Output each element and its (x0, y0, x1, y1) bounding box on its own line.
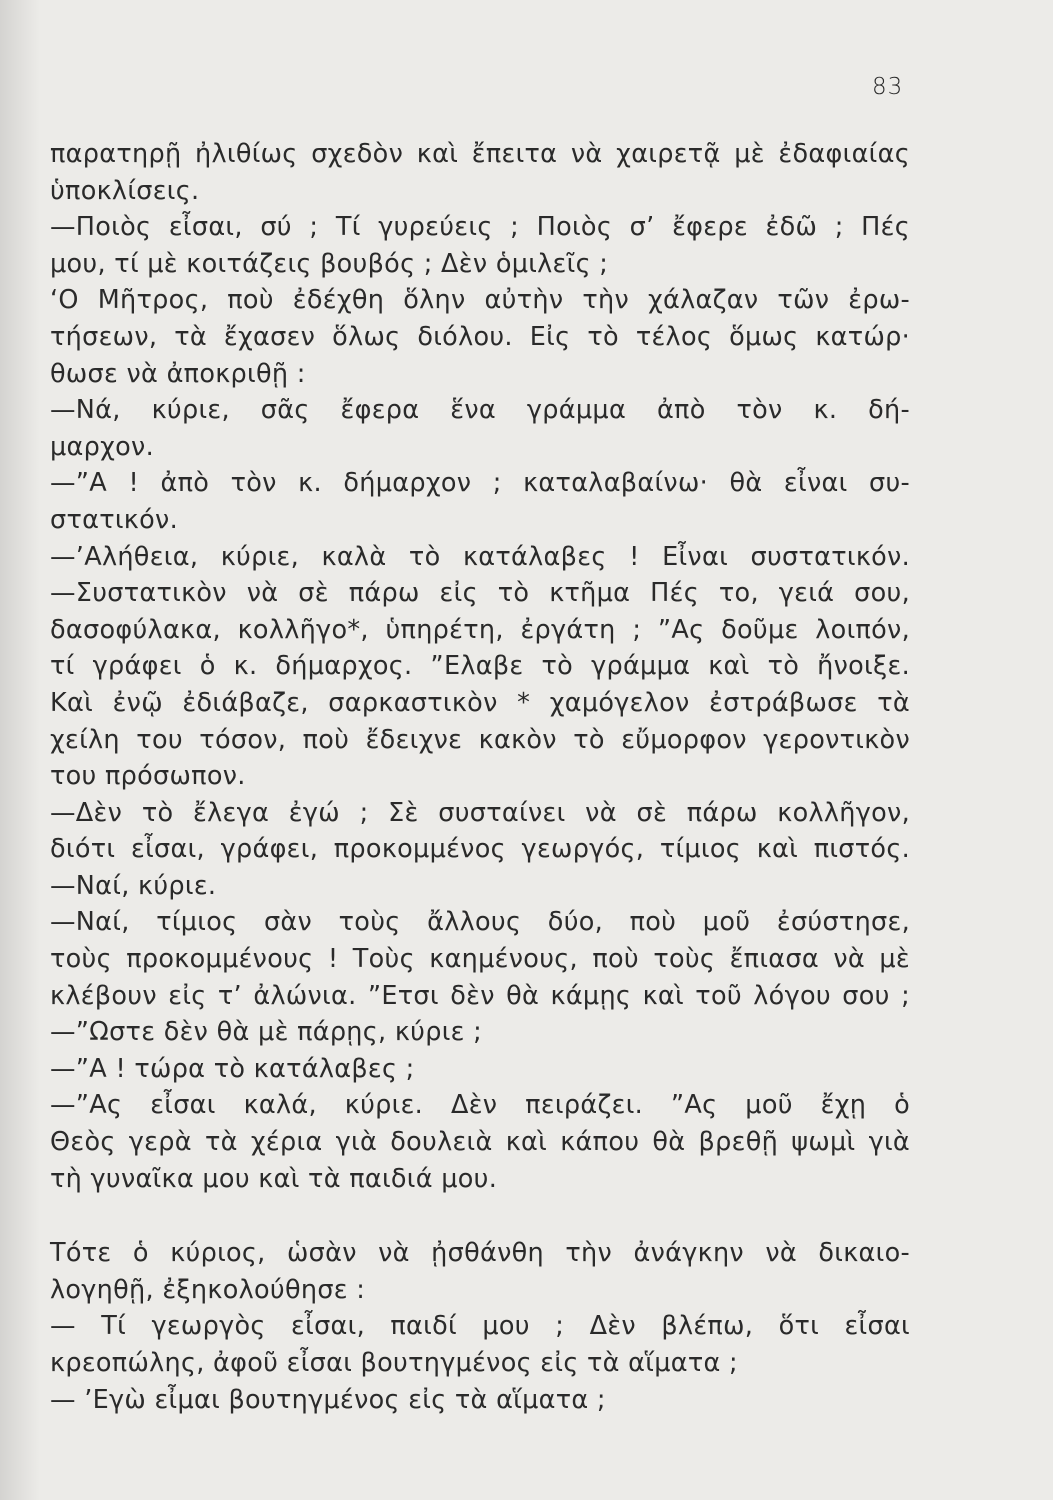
text-section-dialogue (50, 136, 910, 1197)
text-line: —Ναί, κύριε. (50, 870, 217, 901)
text-line: —”Ας εἶσαι καλά, κύριε. Δὲν πειράζει. ”Ας μοῦ ἔχῃ ὁ (50, 1090, 910, 1121)
text-line: τί γράφει ὁ κ. δήμαρχος. ”Ελαβε τὸ γράμμα καὶ τὸ ἤνοιξε. (50, 651, 910, 682)
text-line: δασοφύλακα, κολλῆγο*, ὑπηρέτη, ἐργάτη ; ”Ας δοῦμε λοιπόν, (50, 614, 910, 645)
text-line: τοὺς προκομμένους ! Τοὺς καημένους, ποὺ τοὺς ἔπιασα νὰ μὲ (50, 944, 910, 975)
text-line: κρεοπώλης, ἀφοῦ εἶσαι βουτηγμένος εἰς τὰ αἵματα ; (50, 1348, 738, 1378)
text-line: χείλη του τόσον, ποὺ ἔδειχνε κακὸν τὸ εὔμορφον γεροντικὸν (50, 724, 910, 755)
text-line: —Δὲν τὸ ἔλεγα ἐγώ ; Σὲ συσταίνει νὰ σὲ πάρω κολλῆγον, (50, 797, 910, 828)
page-edge-shadow (0, 0, 40, 1500)
text-line: —”Α ! ἀπὸ τὸν κ. δήμαρχον ; καταλαβαίνω· θὰ εἶναι συ- (50, 468, 910, 499)
section-gap (50, 1197, 910, 1235)
text-section-continuation (50, 1235, 910, 1418)
text-line: —Νά, κύριε, σᾶς ἔφερα ἕνα γράμμα ἀπὸ τὸν κ. δή- (50, 395, 910, 426)
text-line: Καὶ ἐνῷ ἐδιάβαζε, σαρκαστικὸν * χαμόγελον ἐστράβωσε τὰ (50, 687, 910, 718)
text-line: —Ποιὸς εἶσαι, σύ ; Τί γυρεύεις ; Ποιὸς σ’ ἔφερε ἐδῶ ; Πές (50, 212, 910, 243)
text-line: —Συστατικὸν νὰ σὲ πάρω εἰς τὸ κτῆμα Πές το, γειά σου, (50, 578, 910, 609)
text-line: — Τί γεωργὸς εἶσαι, παιδί μου ; Δὲν βλέπω, ὅτι εἶσαι (50, 1311, 910, 1342)
text-line: —Ναί, τίμιος σὰν τοὺς ἄλλους δύο, ποὺ μοῦ ἐσύστησε, (50, 907, 910, 938)
text-line: θωσε νὰ ἀποκριθῇ : (50, 358, 306, 389)
page-text (50, 136, 910, 1418)
text-line: διότι εἶσαι, γράφει, προκομμένος γεωργός, τίμιος καὶ πιστός. (50, 834, 910, 865)
page-number: 83 (872, 74, 904, 100)
text-line: Τότε ὁ κύριος, ὡσὰν νὰ ᾐσθάνθη τὴν ἀνάγκην νὰ δικαιο- (50, 1238, 910, 1269)
text-line: τὴ γυναῖκα μου καὶ τὰ παιδιά μου. (50, 1163, 498, 1194)
text-line: —’Αλήθεια, κύριε, καλὰ τὸ κατάλαβες ! Εἶναι συστατικόν. (50, 541, 910, 572)
text-line: —”Ωστε δὲν θὰ μὲ πάρῃς, κύριε ; (50, 1017, 483, 1048)
text-line: τήσεων, τὰ ἔχασεν ὅλως διόλου. Εἰς τὸ τέλος ὅμως κατώρ· (50, 321, 910, 352)
text-line: στατικόν. (50, 504, 178, 535)
text-line: Θεὸς γερὰ τὰ χέρια γιὰ δουλειὰ καὶ κάπου θὰ βρεθῇ ψωμὶ γιὰ (50, 1127, 910, 1158)
text-line: του πρόσωπον. (50, 761, 246, 792)
text-line: παρατηρῇ ἠλιθίως σχεδὸν καὶ ἔπειτα νὰ χαιρετᾷ μὲ ἐδαφιαίας (50, 139, 910, 169)
text-line: μαρχον. (50, 431, 155, 462)
text-line: μου, τί μὲ κοιτάζεις βουβός ; Δὲν ὁμιλεῖς ; (50, 248, 609, 279)
text-line: — ’Εγὼ εἶμαι βουτηγμένος εἰς τὰ αἵματα ; (50, 1384, 606, 1415)
text-line: ‘Ο Μῆτρος, ποὺ ἐδέχθη ὅλην αὐτὴν τὴν χάλαζαν τῶν ἐρω- (50, 285, 910, 316)
text-line: ὑποκλίσεις. (50, 175, 200, 206)
text-line: —”Α ! τώρα τὸ κατάλαβες ; (50, 1053, 415, 1084)
text-line: λογηθῇ, ἐξηκολούθησε : (50, 1274, 366, 1305)
text-line: κλέβουν εἰς τ’ ἀλώνια. ”Ετσι δὲν θὰ κάμῃς καὶ τοῦ λόγου σου ; (50, 980, 910, 1011)
